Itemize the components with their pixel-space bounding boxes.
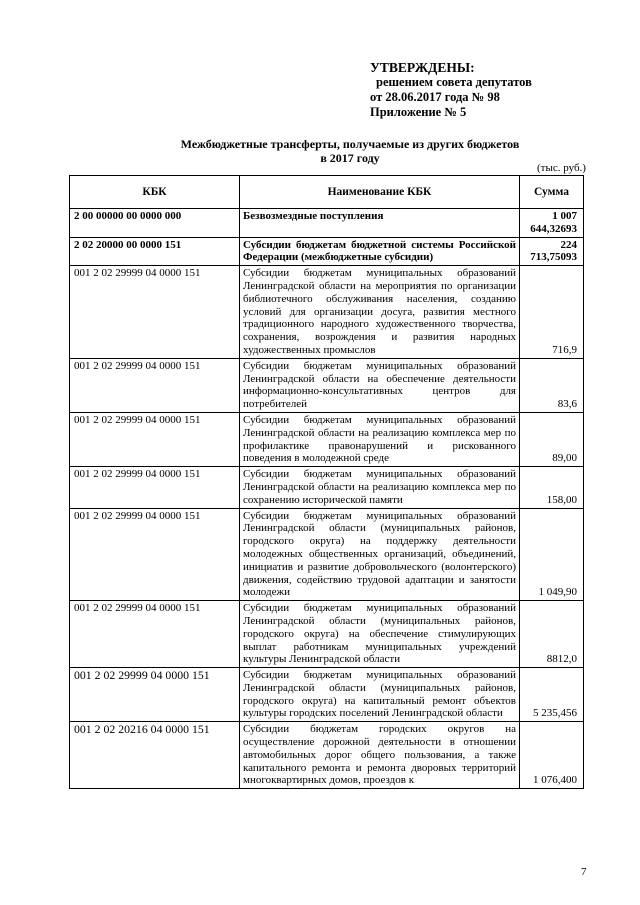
cell-name: Субсидии бюджетам муниципальных образований Ленинградской области (муниципальных районов, городского округа) на обеспечение стимулирующих выплат работникам муниципальных учреждений культуры Ленинградской области [240,601,520,668]
cell-sum: 1 007 644,32693 [520,209,584,238]
cell-kbk: 001 2 02 29999 04 0000 151 [70,412,240,466]
title-line-2: в 2017 году [320,151,380,165]
cell-kbk: 2 00 00000 00 0000 000 [70,209,240,238]
transfers-table [69,175,584,789]
table-row [70,266,584,359]
table-row [70,237,584,266]
table-row [70,209,584,238]
table-row [70,668,584,722]
table-body [70,209,584,789]
cell-sum: 83,6 [520,358,584,412]
table-row [70,412,584,466]
cell-kbk: 001 2 02 29999 04 0000 151 [70,668,240,722]
document-title [160,137,540,165]
cell-name: Субсидии бюджетам муниципальных образований Ленинградской области на реализацию комплекса мер по профилактике правонарушений и рискованного поведения в молодежной среде [240,412,520,466]
cell-kbk: 001 2 02 29999 04 0000 151 [70,358,240,412]
units-label: (тыс. руб.) [537,162,586,174]
cell-name: Субсидии бюджетам муниципальных образований Ленинградской области (муниципальных районов, городского округа) на капитальный ремонт объектов культуры городских поселений Ленинградской области [240,668,520,722]
title-line-1: Межбюджетные трансферты, получаемые из других бюджетов [180,137,520,151]
approval-block [370,60,532,120]
cell-kbk: 001 2 02 29999 04 0000 151 [70,508,240,601]
header-kbk: КБК [70,176,240,209]
cell-kbk: 001 2 02 29999 04 0000 151 [70,601,240,668]
table-row [70,508,584,601]
table-row [70,722,584,789]
cell-name: Безвозмездные поступления [240,209,520,238]
approval-date: от 28.06.2017 года № 98 [370,90,500,104]
approval-decision: решением совета депутатов [376,75,532,89]
cell-kbk: 2 02 20000 00 0000 151 [70,237,240,266]
cell-sum: 8812,0 [520,601,584,668]
cell-name: Субсидии бюджетам бюджетной системы Российской Федерации (межбюджетные субсидии) [240,237,520,266]
cell-sum: 1 076,400 [520,722,584,789]
table-row [70,467,584,508]
cell-name: Субсидии бюджетам городских округов на осуществление дорожной деятельности в отношении автомобильных дорог общего пользования, а также капитального ремонта и ремонта дворовых территорий многоквартирных домов, проездов к [240,722,520,789]
header-sum: Сумма [520,176,584,209]
header-name: Наименование КБК [240,176,520,209]
page-number: 7 [581,866,587,878]
approval-appendix: Приложение № 5 [370,105,467,119]
table-row [70,358,584,412]
cell-kbk: 001 2 02 20216 04 0000 151 [70,722,240,789]
cell-name: Субсидии бюджетам муниципальных образований Ленинградской области на мероприятия по организации библиотечного обслуживания населения, созданию условий для организации досуга, развития местного традиционного народного художественного творчества, сохранения, возрождения и развития народных художественных промыслов [240,266,520,359]
cell-sum: 1 049,90 [520,508,584,601]
cell-kbk: 001 2 02 29999 04 0000 151 [70,266,240,359]
table-header-row [70,176,584,209]
cell-name: Субсидии бюджетам муниципальных образований Ленинградской области на обеспечение деятельности информационно-консультативных центров для потребителей [240,358,520,412]
cell-sum: 5 235,456 [520,668,584,722]
cell-name: Субсидии бюджетам муниципальных образований Ленинградской области на реализацию комплекса мер по сохранению исторической памяти [240,467,520,508]
cell-sum: 158,00 [520,467,584,508]
table-row [70,601,584,668]
cell-kbk: 001 2 02 29999 04 0000 151 [70,467,240,508]
cell-sum: 716,9 [520,266,584,359]
approval-heading: УТВЕРЖДЕНЫ: [370,60,475,75]
cell-sum: 89,00 [520,412,584,466]
cell-name: Субсидии бюджетам муниципальных образований Ленинградской области (муниципальных районов, городского округа) на поддержку деятельности молодежных общественных организаций, объединений, инициатив и развитие добровольческого (волонтерского) движения, содействию трудовой адаптации и занятости молодежи [240,508,520,601]
cell-sum: 224 713,75093 [520,237,584,266]
